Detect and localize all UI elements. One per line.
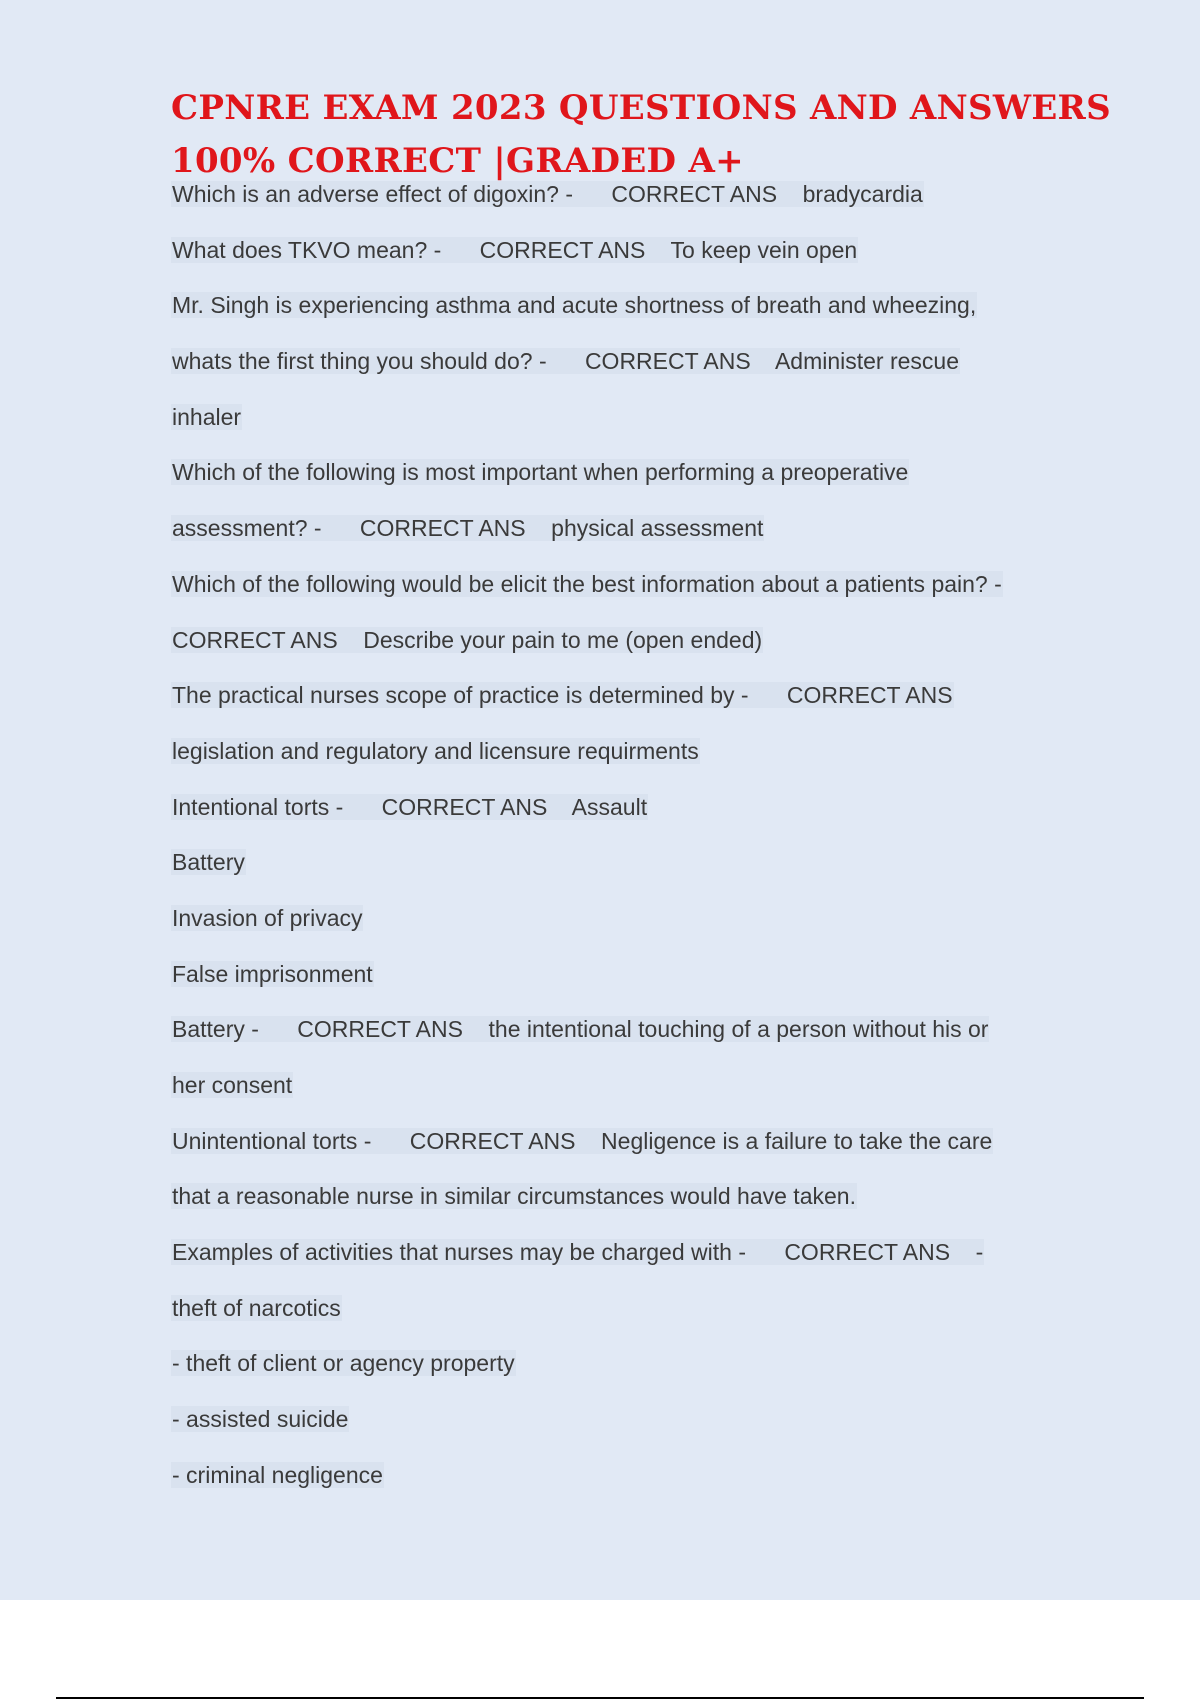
qa-line bbox=[171, 1456, 1071, 1512]
qa-line-text: - theft of client or agency property bbox=[172, 1350, 515, 1377]
qa-line-text: her consent bbox=[172, 1072, 293, 1098]
qa-line bbox=[171, 732, 1071, 788]
title-line-1: CPNRE EXAM 2023 QUESTIONS AND ANSWERS bbox=[171, 88, 1111, 128]
qa-line-text: Battery - CORRECT ANS the intentional touching of a person without his or bbox=[172, 1016, 989, 1043]
document-title bbox=[171, 82, 1111, 188]
qa-line-text: Unintentional torts - CORRECT ANS Negligence is a failure to take the care bbox=[172, 1127, 993, 1154]
qa-line-text: theft of narcotics bbox=[172, 1294, 341, 1321]
qa-line bbox=[171, 1344, 1071, 1400]
qa-line bbox=[171, 899, 1071, 955]
qa-line bbox=[171, 398, 1071, 454]
qa-line bbox=[171, 1289, 1071, 1345]
qa-line-text: assessment? - CORRECT ANS physical assessment bbox=[172, 515, 764, 542]
footer-divider bbox=[56, 1697, 1144, 1699]
qa-line bbox=[171, 843, 1071, 899]
qa-line-text: Which of the following would be elicit the best information about a patients pain? - bbox=[172, 570, 1002, 597]
qa-line-text: Examples of activities that nurses may be charged with - CORRECT ANS - bbox=[172, 1239, 984, 1266]
qa-line bbox=[171, 1066, 1071, 1122]
qa-line bbox=[171, 1122, 1071, 1178]
qa-line-text: whats the first thing you should do? - CORRECT ANS Administer rescue bbox=[172, 348, 960, 375]
qa-line bbox=[171, 676, 1071, 732]
qa-line bbox=[171, 453, 1071, 509]
qa-line bbox=[171, 565, 1071, 621]
title-line-2: 100% CORRECT |GRADED A+ bbox=[171, 141, 744, 181]
qa-line bbox=[171, 175, 1071, 231]
qa-line bbox=[171, 286, 1071, 342]
qa-line-text: Invasion of privacy bbox=[172, 904, 363, 931]
qa-line-text: Intentional torts - CORRECT ANS Assault bbox=[172, 793, 648, 820]
qa-line-text: CORRECT ANS Describe your pain to me (open ended) bbox=[172, 626, 763, 653]
qa-line bbox=[171, 231, 1071, 287]
qa-line bbox=[171, 1233, 1071, 1289]
qa-line-text: legislation and regulatory and licensure requirments bbox=[172, 737, 699, 764]
qa-line bbox=[171, 788, 1071, 844]
qa-line-text: - assisted suicide bbox=[172, 1406, 349, 1433]
qa-line-text: Battery bbox=[172, 849, 245, 876]
qa-line-text: Which of the following is most important when performing a preoperative bbox=[172, 459, 909, 486]
qa-line bbox=[171, 342, 1071, 398]
qa-line-text: Which is an adverse effect of digoxin? - CORRECT ANS bradycardia bbox=[172, 181, 923, 207]
qa-line-text: that a reasonable nurse in similar circumstances would have taken. bbox=[172, 1183, 856, 1210]
qa-line bbox=[171, 1010, 1071, 1066]
qa-line bbox=[171, 955, 1071, 1011]
qa-line bbox=[171, 509, 1071, 565]
qa-list bbox=[171, 175, 1071, 1512]
qa-line-text: - criminal negligence bbox=[172, 1461, 383, 1488]
qa-line-text: False imprisonment bbox=[172, 960, 373, 987]
qa-line bbox=[171, 621, 1071, 677]
qa-line bbox=[171, 1400, 1071, 1456]
qa-line-text: What does TKVO mean? - CORRECT ANS To keep vein open bbox=[172, 236, 858, 263]
qa-line-text: Mr. Singh is experiencing asthma and acute shortness of breath and wheezing, bbox=[172, 292, 977, 319]
qa-line bbox=[171, 1177, 1071, 1233]
qa-line-text: inhaler bbox=[172, 403, 242, 430]
qa-line-text: The practical nurses scope of practice is determined by - CORRECT ANS bbox=[172, 682, 953, 709]
